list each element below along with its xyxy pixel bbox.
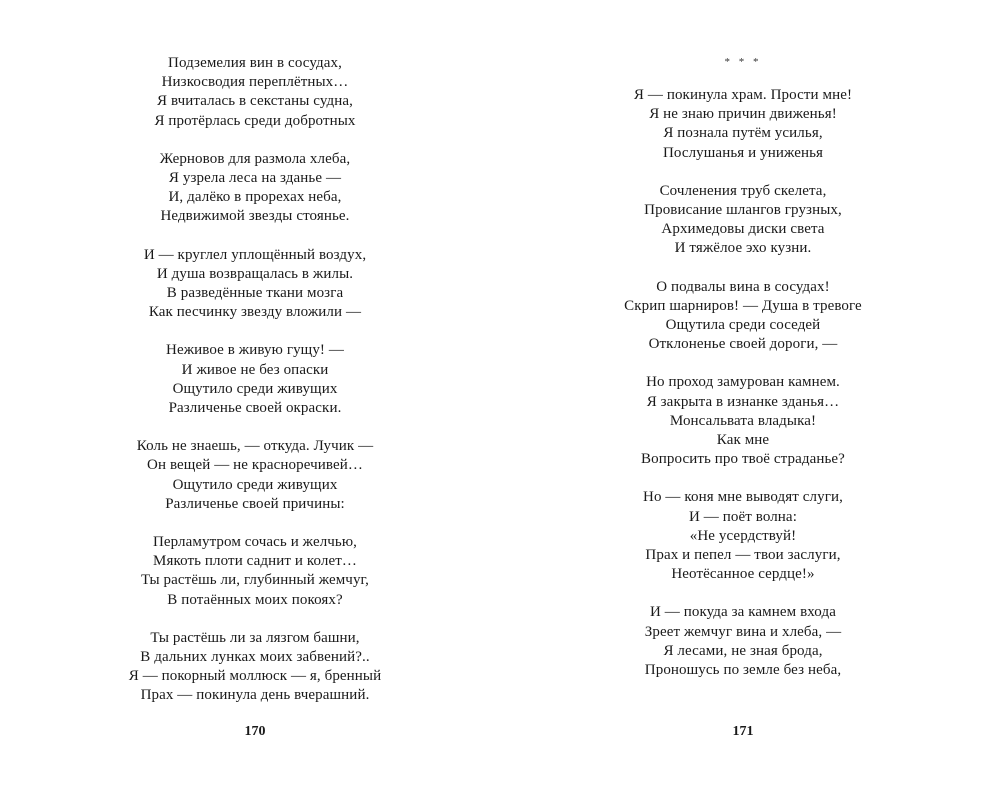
stanza bbox=[500, 278, 986, 355]
verse-line: Я протёрлась среди добротных bbox=[154, 112, 356, 129]
verse-line: И, далёко в прорехах неба, bbox=[168, 189, 342, 206]
verse-line: Низкосводия переплётных… bbox=[161, 74, 349, 91]
verse-line: Зреет жемчуг вина и хлеба, — bbox=[644, 623, 842, 640]
verse-line: В потаённых моих покоях? bbox=[167, 591, 343, 608]
verse-line: Но — коня мне выводят слуги, bbox=[643, 489, 843, 506]
right-page bbox=[500, 0, 1000, 800]
stanza bbox=[0, 437, 510, 514]
verse-line: Скрип шарниров! — Душа в тревоге bbox=[624, 297, 862, 314]
poem-text-left bbox=[0, 54, 510, 725]
stanza bbox=[500, 373, 986, 469]
verse-line: Ты растёшь ли, глубинный жемчуг, bbox=[141, 572, 369, 589]
verse-line: И живое не без опаски bbox=[181, 361, 329, 378]
stanza bbox=[0, 54, 510, 131]
verse-line: Недвижимой звезды стоянье. bbox=[160, 208, 350, 225]
verse-line: Архимедовы диски света bbox=[661, 221, 825, 238]
stanza bbox=[500, 182, 986, 259]
page-number: 170 bbox=[244, 724, 266, 739]
verse-line: Коль не знаешь, — откуда. Лучик — bbox=[136, 438, 374, 455]
verse-line: Прах и пепел — твои заслуги, bbox=[645, 547, 841, 564]
verse-line: Жерновов для размола хлеба, bbox=[159, 150, 351, 167]
stanza bbox=[0, 246, 510, 323]
verse-line: Монсальвата владыка! bbox=[669, 412, 817, 429]
verse-line: О подвалы вина в сосудах! bbox=[656, 278, 830, 295]
verse-line: Я лесами, не зная брода, bbox=[663, 642, 823, 659]
verse-line: Отклоненье своей дороги, — bbox=[648, 336, 838, 353]
verse-line: Различенье своей окраски. bbox=[168, 400, 342, 417]
verse-line: И — круглел уплощённый воздух, bbox=[143, 246, 367, 263]
verse-line: Ты растёшь ли за лязгом башни, bbox=[150, 629, 360, 646]
verse-line: И — покуда за камнем входа bbox=[650, 604, 836, 621]
verse-line: И — поёт волна: bbox=[689, 508, 797, 525]
verse-line: Вопросить про твоё страданье? bbox=[641, 451, 845, 468]
verse-line: Ощутила среди соседей bbox=[665, 317, 821, 334]
verse-line: Проношусь по земле без неба, bbox=[644, 662, 842, 679]
verse-line: Я вчиталась в секстаны судна, bbox=[157, 93, 353, 110]
verse-line: «Не усердствуй! bbox=[689, 527, 797, 544]
stanza bbox=[500, 86, 986, 163]
verse-line: Я — покорный моллюск — я, бренный bbox=[128, 668, 382, 685]
section-separator: * * * bbox=[724, 56, 762, 68]
verse-line: Провисание шлангов грузных, bbox=[644, 202, 842, 219]
verse-line: Подземелия вин в сосудах, bbox=[168, 55, 342, 71]
verse-line: И душа возвращалась в жилы. bbox=[156, 265, 354, 282]
verse-line: Я не знаю причин движенья! bbox=[649, 106, 837, 123]
poem-text-right bbox=[500, 86, 986, 699]
stanza bbox=[0, 150, 510, 227]
verse-line: В дальних лунках моих забвений?.. bbox=[140, 649, 370, 666]
page-number: 171 bbox=[732, 724, 754, 739]
stanza bbox=[0, 341, 510, 418]
verse-line: Прах — покинула день вчерашний. bbox=[140, 687, 370, 704]
verse-line: Как песчинку звезду вложили — bbox=[148, 304, 362, 321]
verse-line: Неживое в живую гущу! — bbox=[166, 342, 344, 359]
verse-line: Различенье своей причины: bbox=[165, 495, 345, 512]
verse-line: Перламутром сочась и желчью, bbox=[152, 534, 358, 551]
verse-line: Но проход замурован камнем. bbox=[646, 374, 840, 391]
stanza bbox=[0, 533, 510, 610]
verse-line: Ощутило среди живущих bbox=[172, 380, 338, 397]
verse-line: Как мне bbox=[716, 432, 770, 449]
verse-line: Неотёсанное сердце!» bbox=[671, 566, 815, 583]
verse-line: Я — покинула храм. Прости мне! bbox=[633, 87, 853, 103]
verse-line: Я закрыта в изнанке зданья… bbox=[646, 393, 840, 410]
stanza bbox=[0, 629, 510, 706]
verse-line: Я познала путём усилья, bbox=[663, 125, 823, 142]
verse-line: Мякоть плоти саднит и колет… bbox=[153, 553, 357, 570]
verse-line: Он вещей — не красноречивей… bbox=[147, 457, 363, 474]
verse-line: Сочленения труб скелета, bbox=[659, 182, 827, 199]
verse-line: В разведённые ткани мозга bbox=[166, 285, 344, 302]
stanza bbox=[500, 603, 986, 680]
stanza bbox=[500, 488, 986, 584]
verse-line: Послушанья и униженья bbox=[662, 144, 824, 161]
verse-line: И тяжёлое эхо кузни. bbox=[674, 240, 812, 257]
verse-line: Я узрела леса на зданье — bbox=[168, 170, 342, 187]
verse-line: Ощутило среди живущих bbox=[172, 476, 338, 493]
